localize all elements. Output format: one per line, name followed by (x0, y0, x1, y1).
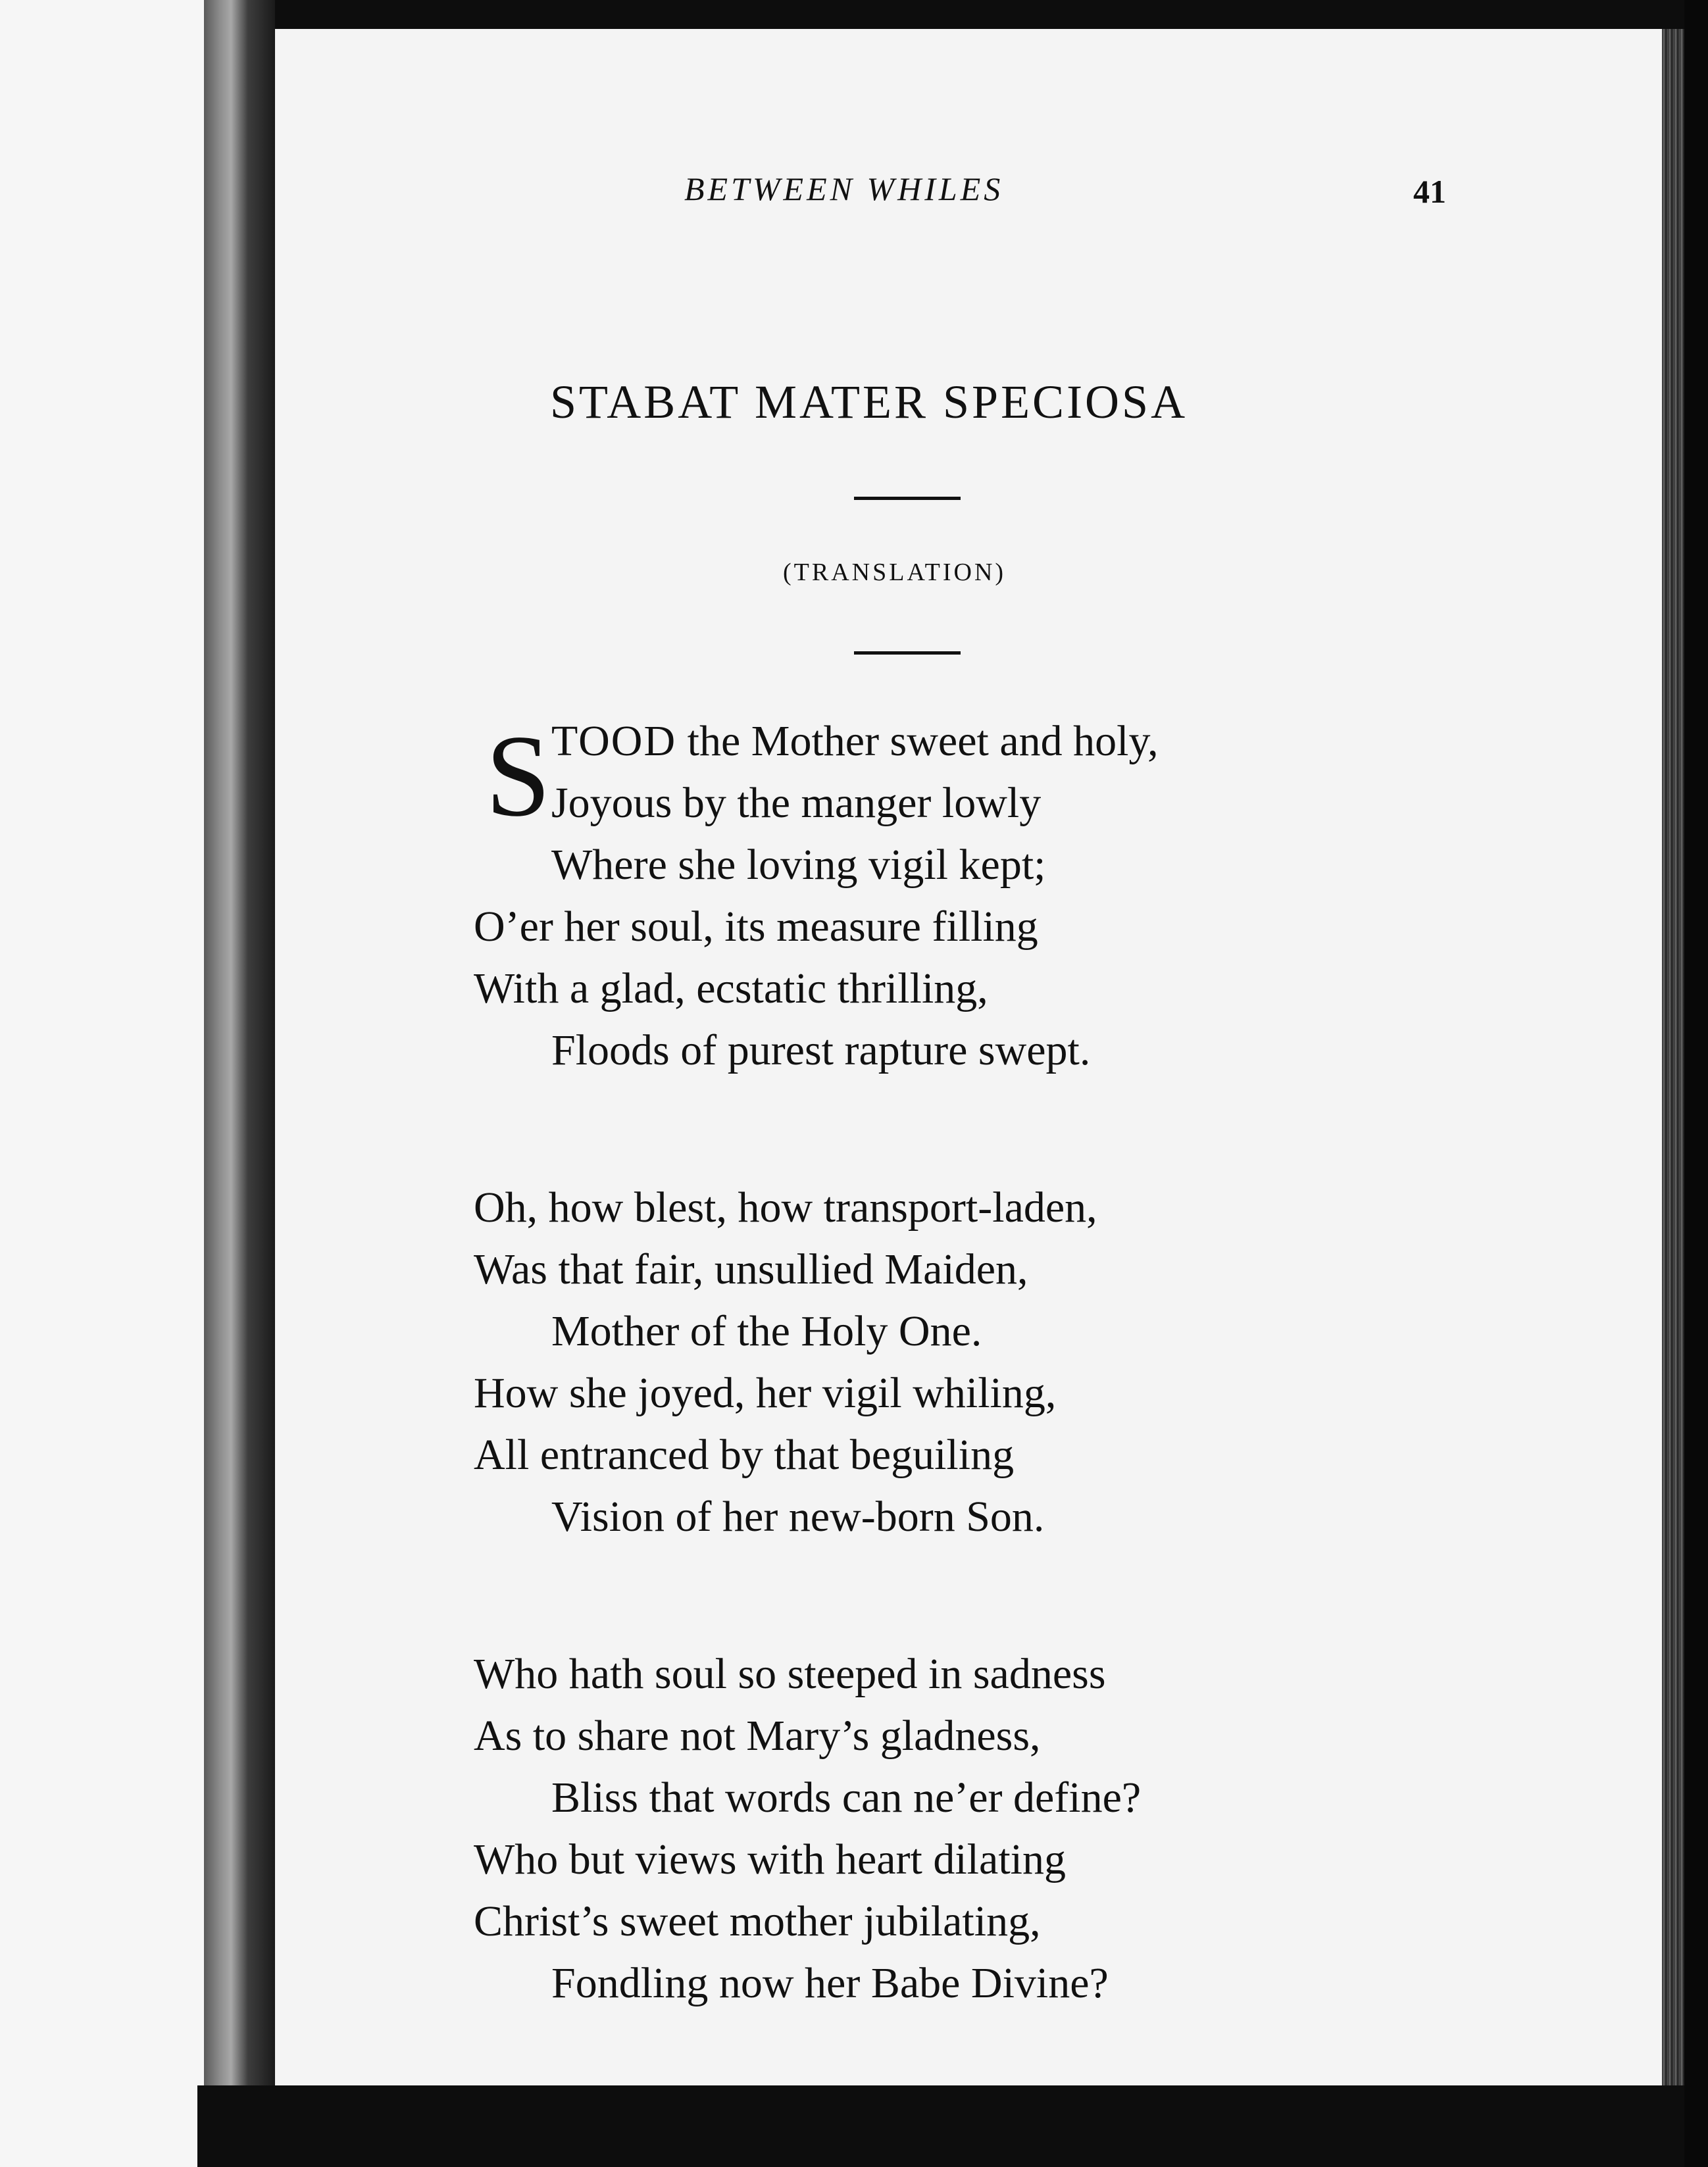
poem-line: O’er her soul, its measure filling (474, 903, 1038, 951)
poem-title: STABAT MATER SPECIOSA (550, 376, 1188, 428)
drop-cap: S (486, 710, 551, 841)
poem-subtitle: (TRANSLATION) (783, 559, 1007, 586)
poem-line: How she joyed, her vigil whiling, (474, 1369, 1057, 1417)
poem-line-text: the Mother sweet and holy, (676, 717, 1159, 765)
poem-line: Mother of the Holy One. (551, 1307, 982, 1355)
poem-line: With a glad, ecstatic thrilling, (474, 964, 988, 1012)
poem-line: Floods of purest rapture swept. (551, 1026, 1091, 1074)
title-rule-bottom (854, 651, 961, 655)
poem-line: Oh, how blest, how transport-laden, (474, 1183, 1097, 1232)
poem-line: Fondling now her Babe Divine? (551, 1959, 1109, 2007)
poem-line: Where she loving vigil kept; (551, 841, 1046, 889)
poem-line: Bliss that words can ne’er define? (551, 1774, 1142, 1822)
page-number: 41 (1413, 173, 1446, 210)
poem-line: As to share not Mary’s gladness, (474, 1712, 1041, 1760)
poem-line: Was that fair, unsullied Maiden, (474, 1245, 1028, 1293)
poem-line: All entranced by that beguiling (474, 1431, 1015, 1479)
poem-line: Joyous by the manger lowly (551, 779, 1042, 827)
stanza-3 (474, 1643, 1329, 2014)
facing-page-left (0, 0, 204, 2167)
running-head: BETWEEN WHILES (684, 170, 1004, 207)
poem-line: Vision of her new-born Son. (551, 1493, 1045, 1541)
poem-body (474, 710, 1329, 2110)
stanza-2 (474, 1177, 1329, 1548)
scan-right-border (1684, 0, 1708, 2167)
opening-word: TOOD (551, 717, 677, 765)
scan-top-border (275, 0, 1708, 29)
poem-line: Who hath soul so steeped in sadness (474, 1650, 1106, 1698)
stanza-1 (474, 710, 1329, 1082)
book-gutter (204, 0, 275, 2167)
poem-line: Christ’s sweet mother jubilating, (474, 1897, 1041, 1945)
title-rule-top (854, 497, 961, 500)
poem-line: Who but views with heart dilating (474, 1835, 1066, 1883)
